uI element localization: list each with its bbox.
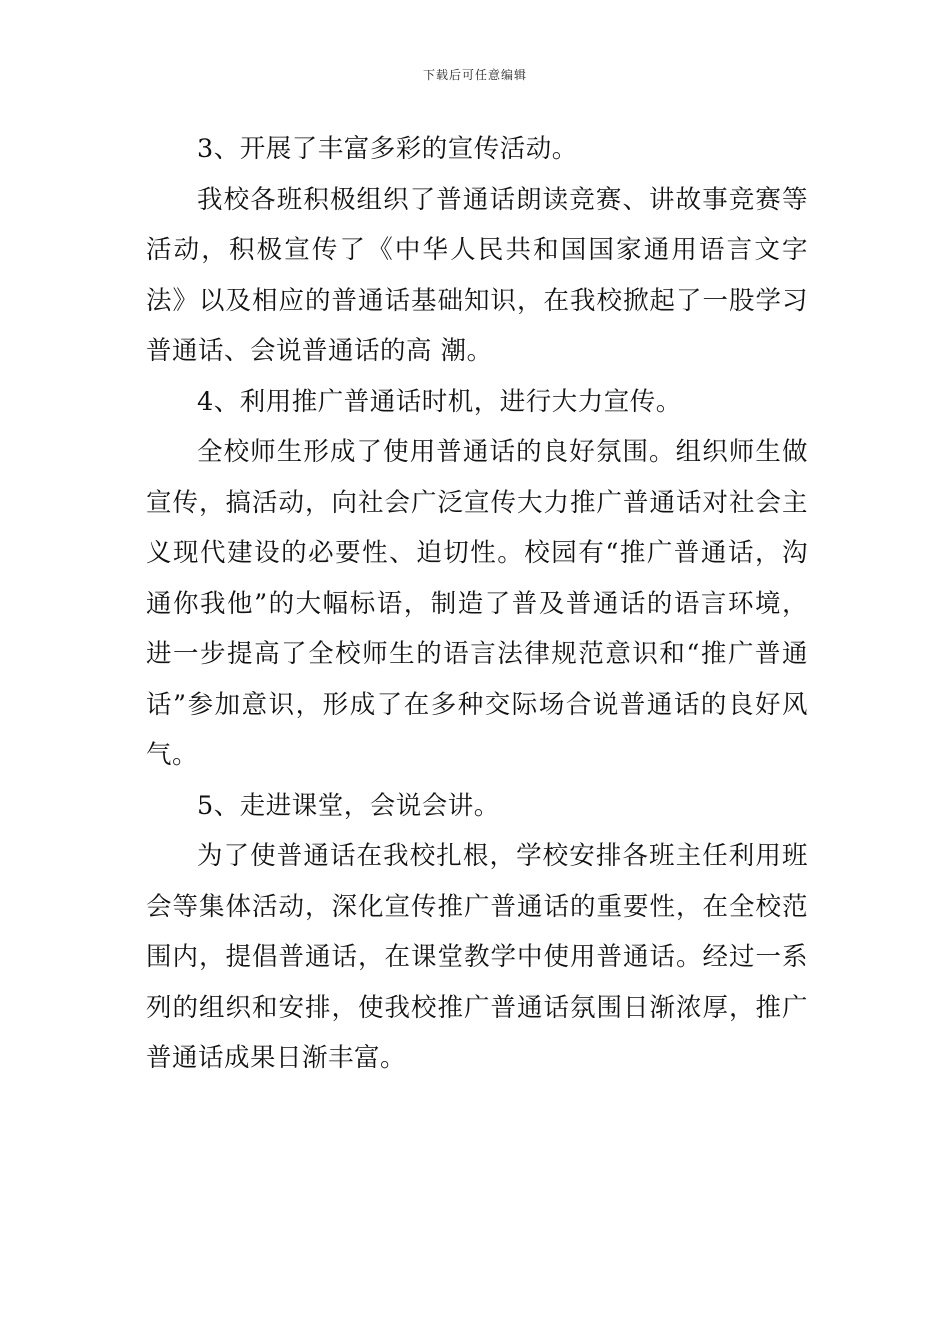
header-note: 下载后可任意编辑 [422,68,527,82]
paragraph-heading-3: 3、开展了丰富多彩的宣传活动。 [197,134,578,164]
paragraph: 全校师生形成了使用普通话的良好氛围。组织师生做宣传，搞活动，向社会广泛宣传大力推广普通话对社会主义现代建设的必要性、迫切性。校园有“推广普通话，沟通你我他”的大幅标语，制造了普及普通话的语言环境，进一步提高了全校师生的语言法律规范意识和“推广普通话”参加意识，形成了在多种交际场合说普通话的良好风气。 [146,437,808,770]
paragraph: 为了使普通话在我校扎根，学校安排各班主任利用班会等集体活动，深化宣传推广普通话的重要性，在全校范围内，提倡普通话，在课堂教学中使用普通话。经过一系列的组织和安排，使我校推广普通话氛围日渐浓厚，推广普通话成果日渐丰富。 [146,841,808,1073]
paragraph: 我校各班积极组织了普通话朗读竞赛、讲故事竞赛等活动，积极宣传了《中华人民共和国国家通用语言文字法》以及相应的普通话基础知识，在我校掀起了一股学习普通话、会说普通话的高 潮。 [146,184,808,366]
paragraph-heading-4: 4、利用推广普通话时机，进行大力宣传。 [197,386,682,417]
document-body [146,124,808,1084]
paragraph-heading-5: 5、走进课堂，会说会讲。 [197,790,500,821]
